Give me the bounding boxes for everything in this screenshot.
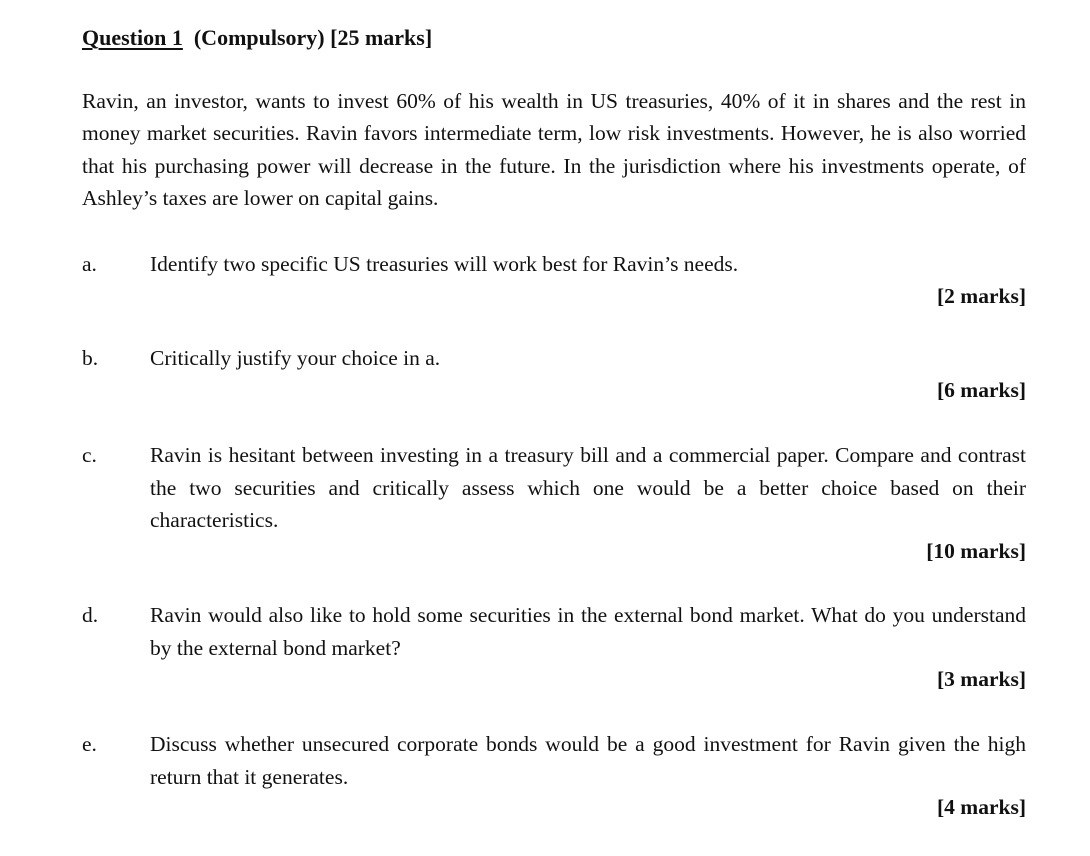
subquestion-e-marks: [4 marks] xyxy=(937,795,1026,819)
subquestion-d-label: d. xyxy=(82,603,99,627)
subquestion-e-label: e. xyxy=(82,732,97,756)
subquestion-a-marks: [2 marks] xyxy=(937,284,1026,308)
subquestion-d-text: Ravin would also like to hold some securities in the external bond market. What do you understand by the external bond market? xyxy=(150,603,1026,660)
subquestion-b-text: Critically justify your choice in a. xyxy=(150,346,441,370)
question-number: Question 1 xyxy=(82,25,183,50)
subquestion-a-label: a. xyxy=(82,252,97,276)
subquestion-b-label: b. xyxy=(82,346,99,370)
subquestion-d-marks: [3 marks] xyxy=(937,667,1026,691)
subquestion-c-label: c. xyxy=(82,443,97,467)
subquestion-b-marks: [6 marks] xyxy=(937,378,1026,402)
question-heading xyxy=(82,24,432,52)
subquestion-c-marks: [10 marks] xyxy=(926,539,1026,563)
question-intro: Ravin, an investor, wants to invest 60% of his wealth in US treasuries, 40% of it in shares and the rest in money market securities. Ravin favors intermediate term, low risk investments. However, he is also worried that his purchasing power will decrease in the future. In the jurisdiction where his investments operate, of Ashley’s taxes are lower on capital gains. xyxy=(82,89,1026,210)
question-info: (Compulsory) [25 marks] xyxy=(193,25,433,50)
subquestion-e-text: Discuss whether unsecured corporate bonds would be a good investment for Ravin given the high return that it generates. xyxy=(150,732,1026,789)
subquestion-c-text: Ravin is hesitant between investing in a treasury bill and a commercial paper. Compare and contrast the two securities and critically assess which one would be a better choice based on their characteristics. xyxy=(150,443,1026,532)
subquestion-a-text: Identify two specific US treasuries will work best for Ravin’s needs. xyxy=(150,252,739,276)
